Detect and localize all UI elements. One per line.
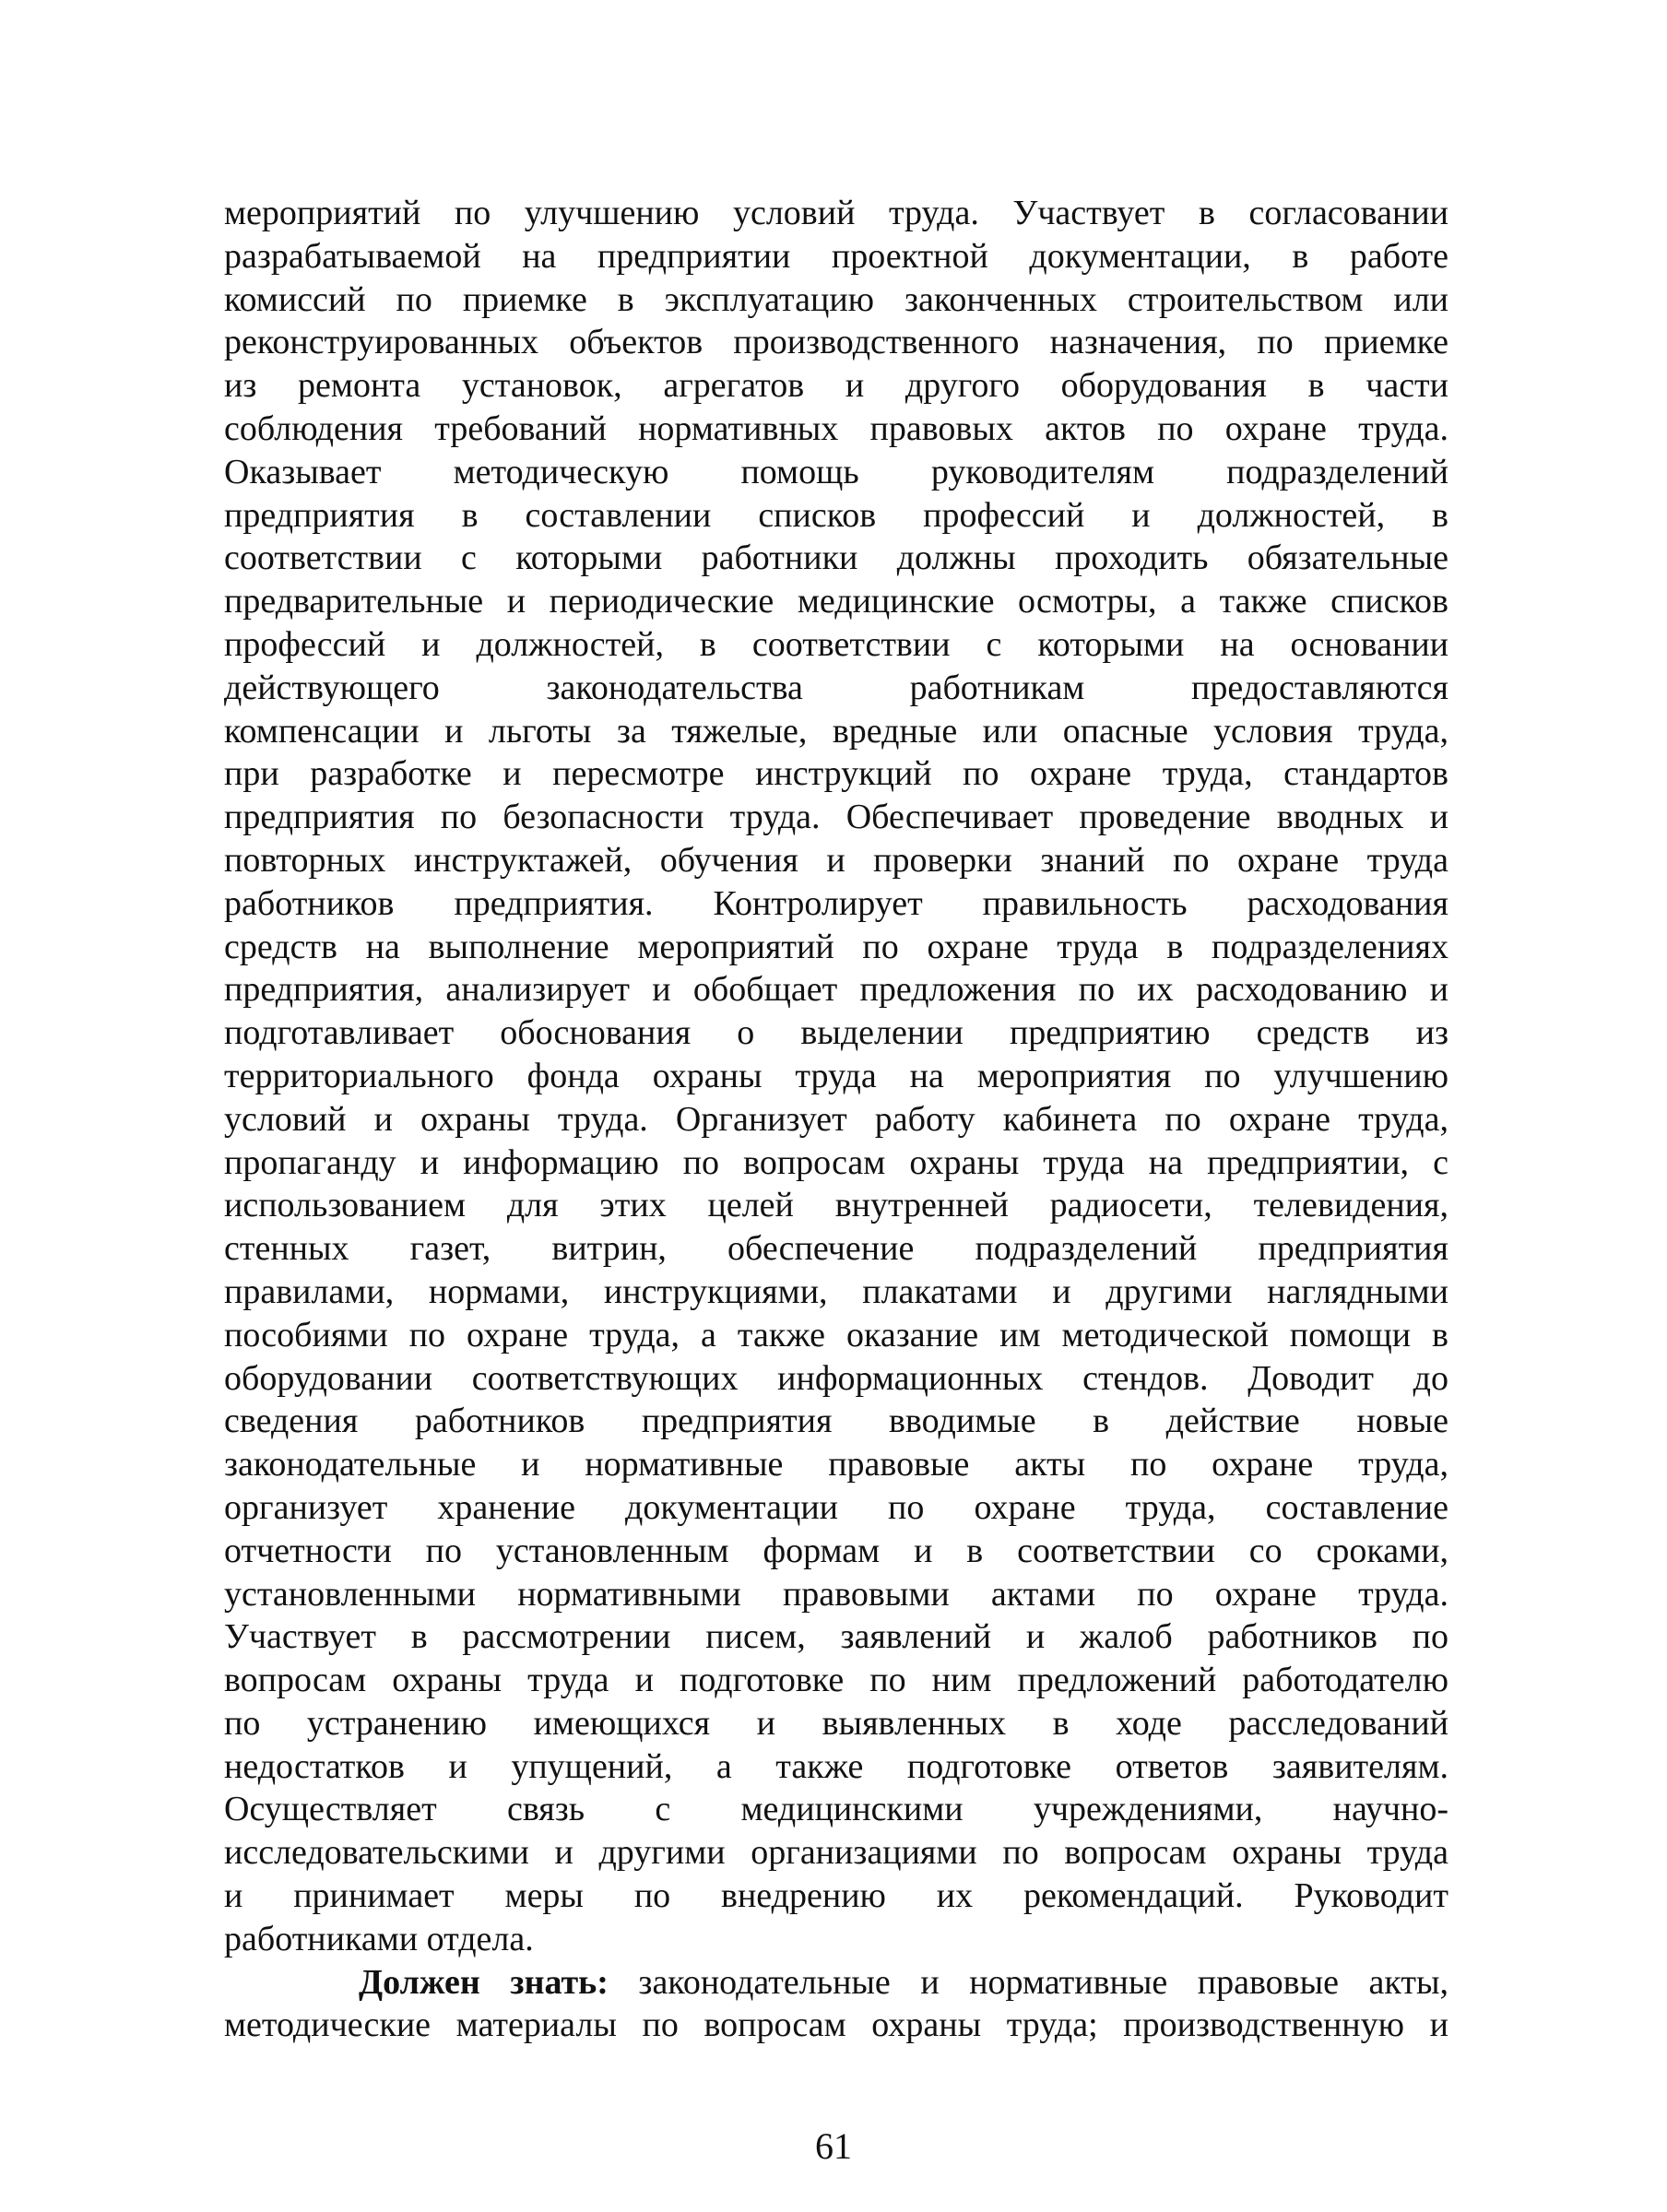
paragraph-line: Участвует в рассмотрении писем, заявлений и жалоб работников по: [224, 1617, 1448, 1657]
paragraph-line: правилами, нормами, инструкциями, плакатами и другими наглядными: [224, 1272, 1448, 1311]
paragraph-line: работниками отдела.: [224, 1919, 534, 1958]
paragraph-line: пособиями по охране труда, а также оказание им методической помощи в: [224, 1315, 1448, 1354]
paragraph-main: [224, 192, 1448, 1961]
paragraph-line: комиссий по приемке в эксплуатацию законченных строительством или: [224, 279, 1448, 319]
paragraph-line: [224, 1961, 1448, 2005]
paragraph-line: предприятия, анализирует и обобщает предложения по их расходованию и: [224, 970, 1448, 1010]
paragraph-line: профессий и должностей, в соответствии с которыми на основании: [224, 624, 1448, 664]
paragraph-line: отчетности по установленным формам и в соответствии со сроками,: [224, 1531, 1448, 1570]
paragraph-line: территориального фонда охраны труда на мероприятия по улучшению: [224, 1056, 1448, 1095]
paragraph-text: законодательные и нормативные правовые акты,: [608, 1962, 1448, 2002]
paragraph-line: предприятия по безопасности труда. Обеспечивает проведение вводных и: [224, 798, 1448, 837]
paragraph-line: подготавливает обоснования о выделении предприятию средств из: [224, 1013, 1448, 1053]
paragraph-line: методические материалы по вопросам охраны труда; производственную и: [224, 2005, 1448, 2045]
paragraph-line: предприятия в составлении списков профессий и должностей, в: [224, 495, 1448, 535]
paragraph-line: разрабатываемой на предприятии проектной документации, в работе: [224, 236, 1448, 276]
paragraph-line: вопросам охраны труда и подготовке по ним предложений работодателю: [224, 1661, 1448, 1700]
paragraph-line: из ремонта установок, агрегатов и другого оборудования в части: [224, 366, 1448, 406]
paragraph-line: стенных газет, витрин, обеспечение подразделений предприятия: [224, 1229, 1448, 1269]
paragraph-line: законодательные и нормативные правовые акты по охране труда,: [224, 1445, 1448, 1485]
paragraph-line: средств на выполнение мероприятий по охране труда в подразделениях: [224, 927, 1448, 966]
paragraph-line: условий и охраны труда. Организует работу кабинета по охране труда,: [224, 1099, 1448, 1139]
paragraph-line: реконструированных объектов производственного назначения, по приемке: [224, 323, 1448, 362]
paragraph-line: Осуществляет связь с медицинскими учреждениями, научно-: [224, 1790, 1448, 1829]
paragraph-line: и принимает меры по внедрению их рекомендаций. Руководит: [224, 1876, 1448, 1916]
paragraph-line: соблюдения требований нормативных правовых актов по охране труда.: [224, 408, 1448, 448]
paragraph-line: повторных инструктажей, обучения и проверки знаний по охране труда: [224, 840, 1448, 880]
paragraph-line: установленными нормативными правовыми актами по охране труда.: [224, 1574, 1448, 1614]
paragraph-line: организует хранение документации по охране труда, составление: [224, 1487, 1448, 1527]
paragraph-line: пропаганду и информацию по вопросам охраны труда на предприятии, с: [224, 1142, 1448, 1182]
paragraph-line: предварительные и периодические медицинские осмотры, а также списков: [224, 582, 1448, 621]
paragraph-line: оборудовании соответствующих информационных стендов. Доводит до: [224, 1358, 1448, 1398]
body-text: [224, 192, 1448, 2047]
paragraph-should-know: [224, 1961, 1448, 2048]
paragraph-line: компенсации и льготы за тяжелые, вредные или опасные условия труда,: [224, 711, 1448, 751]
paragraph-line: сведения работников предприятия вводимые в действие новые: [224, 1402, 1448, 1441]
paragraph-line: по устранению имеющихся и выявленных в ходе расследований: [224, 1703, 1448, 1743]
paragraph-line: недостатков и упущений, а также подготовке ответов заявителям.: [224, 1746, 1448, 1786]
paragraph-line: соответствии с которыми работники должны проходить обязательные: [224, 538, 1448, 578]
paragraph-line: Оказывает методическую помощь руководителям подразделений: [224, 452, 1448, 491]
paragraph-line: при разработке и пересмотре инструкций по охране труда, стандартов: [224, 754, 1448, 794]
paragraph-line: исследовательскими и другими организациями по вопросам охраны труда: [224, 1833, 1448, 1873]
paragraph-line: работников предприятия. Контролирует правильность расходования: [224, 883, 1448, 923]
paragraph-line: мероприятий по улучшению условий труда. Участвует в согласовании: [224, 194, 1448, 232]
page-number: 61: [815, 2125, 852, 2167]
paragraph-line: действующего законодательства работникам предоставляются: [224, 668, 1448, 707]
paragraph-line: использованием для этих целей внутренней радиосети, телевидения,: [224, 1186, 1448, 1225]
bold-lead-text: Должен знать:: [359, 1962, 609, 2002]
